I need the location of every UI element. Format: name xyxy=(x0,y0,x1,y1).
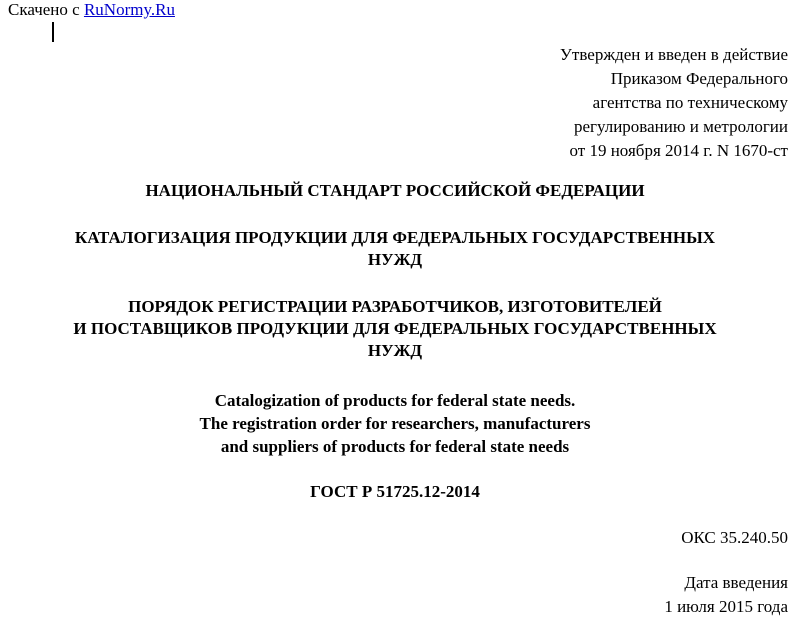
downloaded-prefix: Скачено с xyxy=(8,0,84,19)
catalogization-title-line: КАТАЛОГИЗАЦИЯ ПРОДУКЦИИ ДЛЯ ФЕДЕРАЛЬНЫХ ГОСУДАРСТВЕННЫХ xyxy=(74,228,716,247)
approval-block xyxy=(560,43,788,163)
source-line xyxy=(8,0,175,20)
english-title-line: The registration order for researchers, manufacturers xyxy=(199,414,591,433)
introduction-label: Дата введения xyxy=(684,573,788,592)
standard-title: НАЦИОНАЛЬНЫЙ СТАНДАРТ РОССИЙСКОЙ ФЕДЕРАЦИИ xyxy=(145,181,645,200)
gost-code: ГОСТ Р 51725.12-2014 xyxy=(310,482,480,501)
english-title-line: and suppliers of products for federal state needs xyxy=(220,437,570,456)
text-cursor xyxy=(52,22,54,42)
approval-line: от 19 ноября 2014 г. N 1670-ст xyxy=(569,141,788,160)
order-title-line: ПОРЯДОК РЕГИСТРАЦИИ РАЗРАБОТЧИКОВ, ИЗГОТОВИТЕЛЕЙ xyxy=(128,297,662,316)
approval-line: регулированию и метрологии xyxy=(573,117,788,136)
english-title xyxy=(0,389,790,458)
catalogization-title-line: НУЖД xyxy=(367,250,423,269)
oks-code: ОКС 35.240.50 xyxy=(681,528,788,547)
catalogization-title xyxy=(0,227,790,271)
approval-line: Приказом Федерального xyxy=(610,69,788,88)
order-title-line: И ПОСТАВЩИКОВ ПРОДУКЦИИ ДЛЯ ФЕДЕРАЛЬНЫХ ГОСУДАРСТВЕННЫХ xyxy=(73,319,717,338)
order-title-line: НУЖД xyxy=(367,341,423,360)
source-link[interactable]: RuNormy.Ru xyxy=(83,0,175,19)
order-title xyxy=(0,296,790,362)
approval-line: агентства по техническому xyxy=(592,93,788,112)
introduction-date: 1 июля 2015 года xyxy=(664,597,788,616)
introduction-date-block xyxy=(664,571,788,619)
approval-line: Утвержден и введен в действие xyxy=(559,45,788,64)
english-title-line: Catalogization of products for federal state needs. xyxy=(214,391,576,410)
